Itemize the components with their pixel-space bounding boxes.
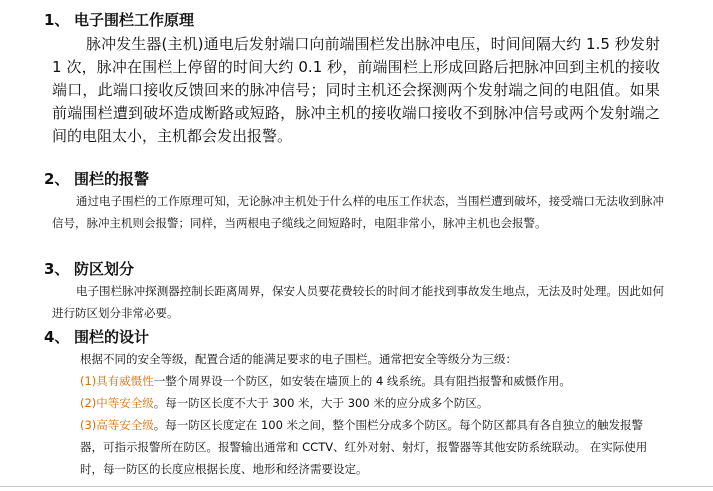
level-3-prefix: (3) [80,418,97,432]
level-1-name: 具有威慑性 [96,374,154,388]
section-3-title: 防区划分 [74,260,135,278]
section-2-heading [44,169,149,189]
section-4-body [80,348,666,480]
section-1-title: 电子围栏工作原理 [74,11,195,29]
section-4-heading [44,327,149,347]
level-3-text: 。每一防区长度定在 100 米之间，整个围栏分成多个防区。每个防区都具有各自独立的触发报警器，可指示报警所在防区。报警输出通常和 CCTV、红外对射、射灯，报警器等其他安防系统联动。 在实际使用时，每一防区的长度应根据长度、地形和经济需要设定。 [80,418,648,476]
section-4-title: 围栏的设计 [74,328,150,346]
section-3-body: 电子围栏脉冲探测器控制长距离周界，保安人员要花费较长的时间才能找到事故发生地点，无法及时处理。因此如何进行防区划分非常必要。 [52,284,664,320]
security-level-item-2 [80,392,666,414]
level-3-name: 高等安全级 [96,418,154,432]
security-level-item-1 [80,370,666,392]
section-2-body: 通过电子围栏的工作原理可知，无论脉冲主机处于什么样的电压工作状态，当围栏遭到破坏，接受端口无法收到脉冲信号，脉冲主机则会报警；同样，当两根电子缆线之间短路时，电阻非常小，脉冲主机也会报警。 [52,194,664,230]
section-1-body: 脉冲发生器(主机)通电后发射端口向前端围栏发出脉冲电压，时间间隔大约 1.5 秒发射 1 次，脉冲在围栏上停留的时间大约 0.1 秒，前端围栏上形成回路后把脉冲回到主机的接收端口，此端口接收反馈回来的脉冲信号；同时主机还会探测两个发射端之间的电阻值。如果前端围栏遭到破坏造成断路或短路，脉冲主机的接收端口接收不到脉冲信号或两个发射端之间的电阻太小，主机都会发出报警。 [52,35,660,145]
section-2-title: 围栏的报警 [74,170,150,188]
level-1-prefix: (1) [80,374,97,388]
section-4-number: 4、 [44,328,70,346]
page-bottom-rule [0,486,713,487]
level-2-name: 中等安全级 [96,396,154,410]
level-2-prefix: (2) [80,396,97,410]
security-level-item-3 [80,414,666,480]
level-2-text: 。每一防区长度不大于 300 米，大于 300 米的应分成多个防区。 [153,396,489,410]
section-3-number: 3、 [44,260,70,278]
section-1-heading [44,10,194,30]
section-1-number: 1、 [44,11,70,29]
level-1-text: 一整个周界设一个防区，如安装在墙顶上的 4 线系统。具有阻挡报警和威慑作用。 [153,374,571,388]
section-3-heading [44,259,134,279]
section-4-intro: 根据不同的安全等级，配置合适的能满足要求的电子围栏。通常把安全等级分为三级： [80,352,517,366]
section-2-number: 2、 [44,170,70,188]
